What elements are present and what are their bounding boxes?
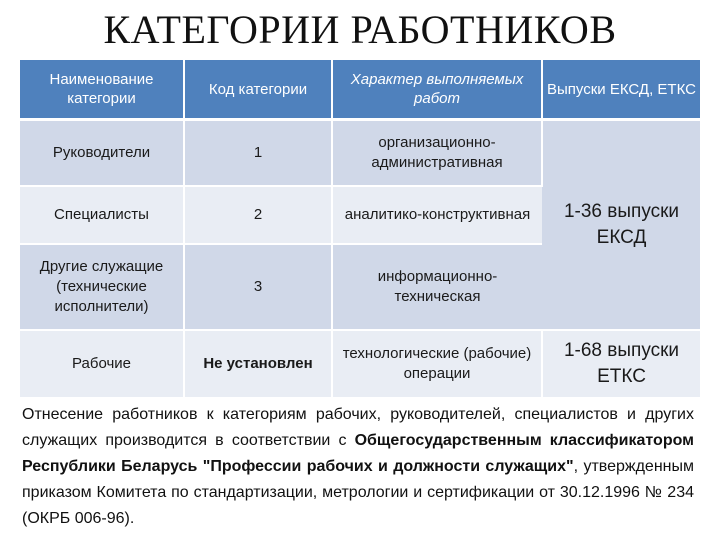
cell-issues-etks: 1-68 выпуски ЕТКС bbox=[542, 330, 700, 398]
footnote-paragraph bbox=[22, 402, 694, 532]
footnote-classifier-name: Общегосударственным классификатором Республики Беларусь "Профессии рабочих и должности служащих" bbox=[22, 432, 694, 475]
footnote-text-start: Отнесение работников к категориям рабочих, руководителей, специалистов и других служащих производится в соответствии с bbox=[22, 406, 694, 449]
cell-category-code: Не установлен bbox=[184, 330, 332, 398]
cell-issues-eksd: 1-36 выпуски ЕКСД bbox=[542, 120, 700, 331]
page-title: КАТЕГОРИИ РАБОТНИКОВ bbox=[103, 7, 617, 52]
footnote-text-end: , утвержденным приказом Комитета по стандартизации, метрологии и сертификации от 30.12.1996 № 234 (ОКРБ 006-96). bbox=[22, 458, 694, 527]
cell-category-name: Специалисты bbox=[20, 186, 184, 244]
cell-category-code: 3 bbox=[184, 244, 332, 330]
cell-work-nature: технологические (рабочие) операции bbox=[332, 330, 542, 398]
cell-work-nature: аналитико-конструктивная bbox=[332, 186, 542, 244]
categories-table bbox=[20, 60, 700, 399]
table-row bbox=[20, 330, 700, 398]
cell-category-code: 2 bbox=[184, 186, 332, 244]
cell-category-name: Рабочие bbox=[20, 330, 184, 398]
table-header-row bbox=[20, 60, 700, 120]
cell-work-nature: организационно-административная bbox=[332, 120, 542, 187]
cell-category-name: Другие служащие (технические исполнители) bbox=[20, 244, 184, 330]
header-work-nature: Характер выполняемых работ bbox=[332, 60, 542, 120]
cell-category-code: 1 bbox=[184, 120, 332, 187]
cell-category-name: Руководители bbox=[20, 120, 184, 187]
cell-work-nature: информационно-техническая bbox=[332, 244, 542, 330]
table-row bbox=[20, 120, 700, 187]
header-category-name: Наименование категории bbox=[20, 60, 184, 120]
header-issues: Выпуски ЕКСД, ЕТКС bbox=[542, 60, 700, 120]
header-category-code: Код категории bbox=[184, 60, 332, 120]
